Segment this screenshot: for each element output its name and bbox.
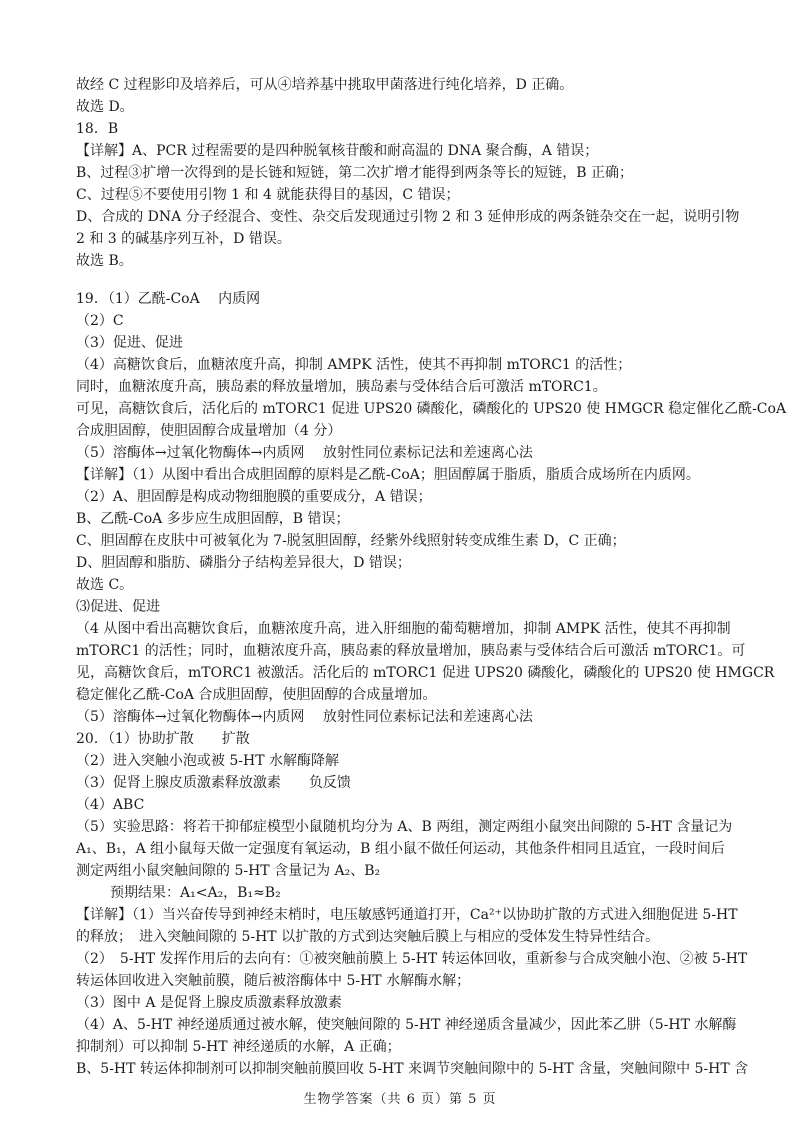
text-line: A₁、B₁，A 组小鼠每天做一定强度有氧运动，B 组小鼠不做任何运动，其他条件相同且适宜，一段时间后 bbox=[76, 841, 725, 857]
text-line: 可见，高糖饮食后，活化后的 mTORC1 促进 UPS20 磷酸化，磷酸化的 UPS20 使 HMGCR 稳定催化乙酰-CoA bbox=[76, 401, 787, 417]
text-line: （5）溶酶体→过氧化物酶体→内质网 放射性同位素标记法和差速离心法 bbox=[76, 709, 533, 725]
text-line: C、胆固醇在皮肤中可被氧化为 7-脱氢胆固醇，经紫外线照射转变成维生素 D，C 正确； bbox=[76, 533, 626, 549]
text-line: （4）ABC bbox=[76, 797, 145, 813]
text-line: 故选 D。 bbox=[76, 99, 134, 115]
text-line: （4）高糖饮食后，血糖浓度升高，抑制 AMPK 活性，使其不再抑制 mTORC1 的活性； bbox=[76, 357, 632, 373]
text-line: B、乙酰-CoA 多步应生成胆固醇，B 错误； bbox=[76, 511, 350, 527]
text-line: 【详解】A、PCR 过程需要的是四种脱氧核苷酸和耐高温的 DNA 聚合酶，A 错误； bbox=[76, 143, 599, 159]
text-line: （3）促进、促进 bbox=[76, 335, 183, 351]
text-line: B、5-HT 转运体抑制剂可以抑制突触前膜回收 5-HT 来调节突触间隙中的 5-HT 含量，突触间隙中 5-HT 含 bbox=[76, 1061, 749, 1077]
text-line: B、过程③扩增一次得到的是长链和短链，第二次扩增才能得到两条等长的短链，B 正确； bbox=[76, 165, 634, 181]
text-line: 【详解】（1）从图中看出合成胆固醇的原料是乙酰-CoA；胆固醇属于脂质，脂质合成场所在内质网。 bbox=[76, 467, 700, 483]
text-line: 同时，血糖浓度升高，胰岛素的释放量增加，胰岛素与受体结合后可激活 mTORC1。 bbox=[76, 379, 607, 395]
text-line: 见，高糖饮食后，mTORC1 被激活。活化后的 mTORC1 促进 UPS20 磷酸化，磷酸化的 UPS20 使 HMGCR bbox=[76, 665, 775, 681]
expected-result: 预期结果：A₁<A₂，B₁≈B₂ bbox=[110, 885, 281, 901]
text-line: mTORC1 的活性；同时，血糖浓度升高，胰岛素的释放量增加，胰岛素与受体结合后可激活 mTORC1。可 bbox=[76, 643, 746, 659]
text-line: （3）促肾上腺皮质激素释放激素 负反馈 bbox=[76, 775, 351, 791]
question-19-answer: 19．（1）乙酰-CoA 内质网 bbox=[76, 291, 261, 307]
text-line: C、过程⑤不要使用引物 1 和 4 就能获得目的基因，C 错误； bbox=[76, 187, 460, 203]
question-18-answer: 18．B bbox=[76, 121, 119, 137]
text-line: 转运体回收进入突触前膜，随后被溶酶体中 5-HT 水解酶水解； bbox=[76, 973, 471, 989]
text-line: 故经 C 过程影印及培养后，可从④培养基中挑取甲菌落进行纯化培养，D 正确。 bbox=[76, 77, 574, 93]
text-line: 【详解】（1）当兴奋传导到神经末梢时，电压敏感钙通道打开，Ca²⁺以协助扩散的方式进入细胞促进 5-HT bbox=[76, 907, 738, 923]
text-line: 的释放； 进入突触间隙的 5-HT 以扩散的方式到达突触后膜上与相应的受体发生特异性结合。 bbox=[76, 929, 660, 945]
text-line: （2）C bbox=[76, 313, 124, 329]
text-line: D、合成的 DNA 分子经混合、变性、杂交后发现通过引物 2 和 3 延伸形成的两条链杂交在一起，说明引物 bbox=[76, 209, 740, 225]
text-line: （4）A、5-HT 神经递质通过被水解，使突触间隙的 5-HT 神经递质含量减少，因此苯乙肼（5-HT 水解酶 bbox=[76, 1017, 737, 1033]
text-line: 抑制剂）可以抑制 5-HT 神经递质的水解，A 正确； bbox=[76, 1039, 401, 1055]
text-line: 合成胆固醇，使胆固醇合成量增加（4 分） bbox=[76, 423, 342, 439]
text-line: （2）进入突触小泡或被 5-HT 水解酶降解 bbox=[76, 753, 339, 769]
page-footer: 生物学答案（共 6 页）第 5 页 bbox=[303, 1092, 497, 1107]
text-line: （3）图中 A 是促肾上腺皮质激素释放激素 bbox=[76, 995, 342, 1011]
text-line: D、胆固醇和脂肪、磷脂分子结构差异很大，D 错误； bbox=[76, 555, 411, 571]
text-line: ⑶促进、促进 bbox=[76, 599, 160, 615]
text-line: 稳定催化乙酰-CoA 合成胆固醇，使胆固醇的合成量增加。 bbox=[76, 687, 437, 703]
text-line: 故选 C。 bbox=[76, 577, 134, 593]
text-line: （2）A、胆固醇是构成动物细胞膜的重要成分，A 错误； bbox=[76, 489, 432, 505]
text-line: 测定两组小鼠突触间隙的 5-HT 含量记为 A₂、B₂ bbox=[76, 863, 381, 879]
text-line: （2） 5-HT 发挥作用后的去向有：①被突触前膜上 5-HT 转运体回收，重新参与合成突触小泡、②被 5-HT bbox=[76, 951, 748, 967]
text-line: 2 和 3 的碱基序列互补，D 错误。 bbox=[76, 231, 291, 247]
text-line: （5）溶酶体→过氧化物酶体→内质网 放射性同位素标记法和差速离心法 bbox=[76, 445, 533, 461]
text-line: （4 从图中看出高糖饮食后，血糖浓度升高，进入肝细胞的葡萄糖增加，抑制 AMPK 活性，使其不再抑制 bbox=[76, 621, 731, 637]
question-20-answer: 20．（1）协助扩散 扩散 bbox=[76, 731, 250, 747]
text-line: （5）实验思路：将若干抑郁症模型小鼠随机均分为 A、B 两组，测定两组小鼠突出间隙的 5-HT 含量记为 bbox=[76, 819, 733, 835]
text-line: 故选 B。 bbox=[76, 253, 133, 269]
